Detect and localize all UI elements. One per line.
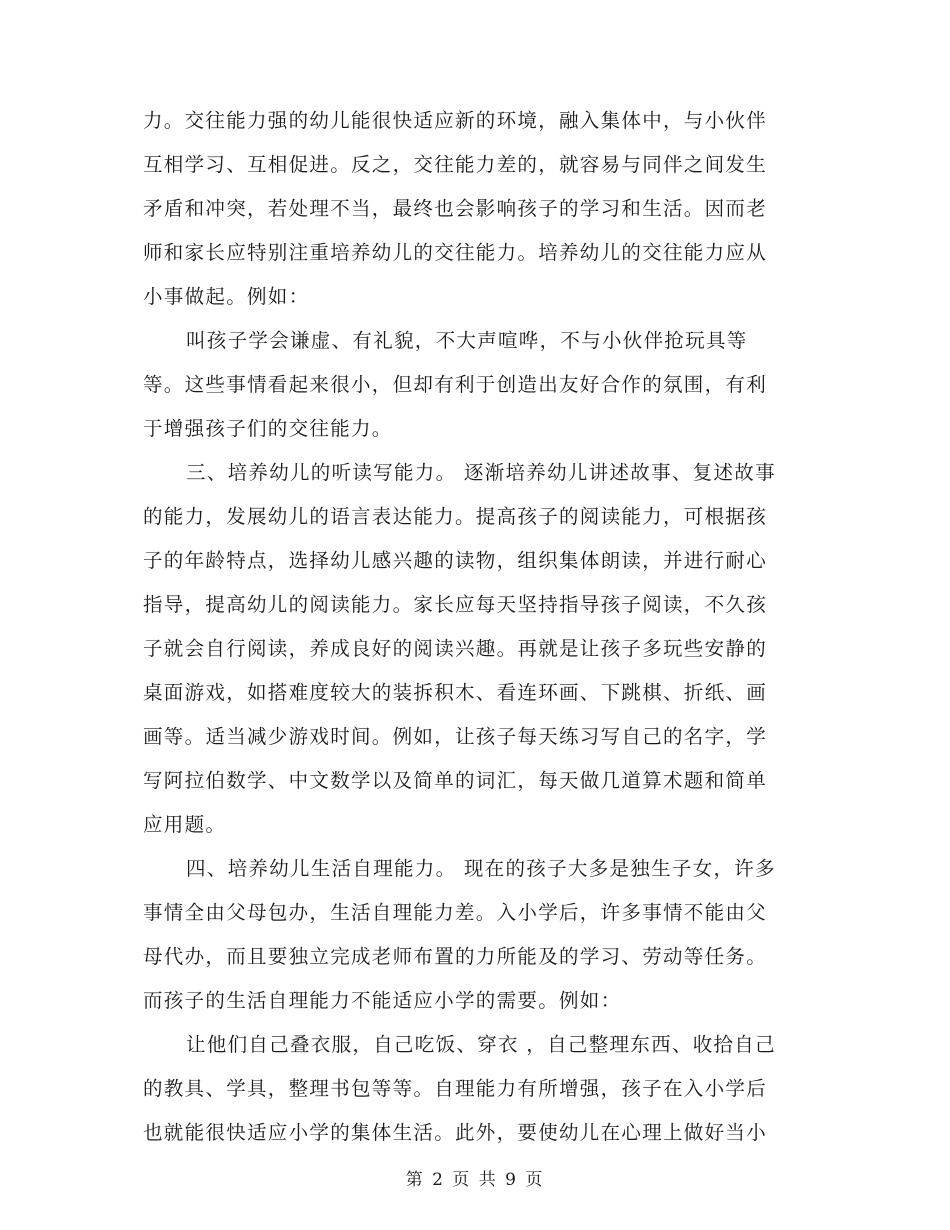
body-text-line: 力。交往能力强的幼儿能很快适应新的环境，融入集体中，与小伙伴 (143, 109, 768, 132)
paragraph-first-line: 叫孩子学会谦虚、有礼貌，不大声喧哗，不与小伙伴抢玩具等 (186, 329, 748, 352)
body-text-line: 子就会自行阅读，养成良好的阅读兴趣。再就是让孩子多玩些安静的 (143, 637, 768, 660)
body-text-line: 桌面游戏，如搭难度较大的装拆积木、看连环画、下跳棋、折纸、画 (143, 681, 768, 704)
body-text-line: 小事做起。例如： (143, 285, 310, 308)
body-text-line: 应用题。 (143, 813, 227, 836)
body-text-line: 写阿拉伯数学、中文数学以及简单的词汇，每天做几道算术题和简单 (143, 769, 768, 792)
body-text-line: 子的年龄特点，选择幼儿感兴趣的读物，组织集体朗读，并进行耐心 (143, 549, 768, 572)
body-text-line: 而孩子的生活自理能力不能适应小学的需要。例如： (143, 989, 622, 1012)
body-text-line: 事情全由父母包办，生活自理能力差。入小学后，许多事情不能由父 (143, 901, 768, 924)
page-number-footer: 第 2 页 共 9 页 (405, 1170, 545, 1190)
paragraph-first-line: 让他们自己叠衣服，自己吃饭、穿衣 ，自己整理东西、收拾自己 (186, 1033, 776, 1056)
body-text-line: 母代办，而且要独立完成老师布置的力所能及的学习、劳动等任务。 (143, 945, 768, 968)
body-text-line: 互相学习、互相促进。反之，交往能力差的，就容易与同伴之间发生 (143, 153, 768, 176)
body-text-line: 于增强孩子们的交往能力。 (143, 417, 393, 440)
body-text-line: 的教具、学具，整理书包等等。自理能力有所增强，孩子在入小学后 (143, 1077, 768, 1100)
section-heading-line: 三、培养幼儿的听读写能力。 逐渐培养幼儿讲述故事、复述故事 (186, 461, 776, 484)
body-text-line: 矛盾和冲突，若处理不当，最终也会影响孩子的学习和生活。因而老 (143, 197, 768, 220)
body-text-line: 也就能很快适应小学的集体生活。此外，要使幼儿在心理上做好当小 (143, 1121, 768, 1144)
body-text-line: 指导，提高幼儿的阅读能力。家长应每天坚持指导孩子阅读，不久孩 (143, 593, 768, 616)
body-text-line: 的能力，发展幼儿的语言表达能力。提高孩子的阅读能力，可根据孩 (143, 505, 768, 528)
body-text-line: 画等。适当减少游戏时间。例如，让孩子每天练习写自己的名字，学 (143, 725, 768, 748)
body-text-line: 师和家长应特别注重培养幼儿的交往能力。培养幼儿的交往能力应从 (143, 241, 768, 264)
section-heading-line: 四、培养幼儿生活自理能力。 现在的孩子大多是独生子女，许多 (186, 857, 776, 880)
body-text-line: 等。这些事情看起来很小，但却有利于创造出友好合作的氛围，有利 (143, 373, 768, 396)
